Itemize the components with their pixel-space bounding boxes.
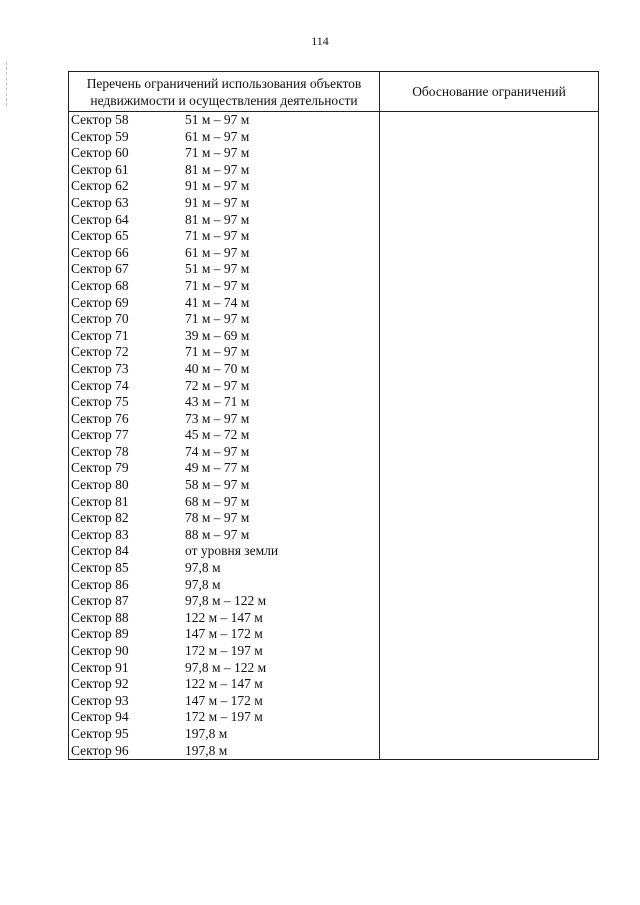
restriction-cell	[69, 593, 380, 610]
table-row	[69, 411, 599, 428]
table-row	[69, 527, 599, 544]
table-row	[69, 427, 599, 444]
restriction-cell	[69, 245, 380, 262]
justification-cell	[380, 494, 599, 511]
sector-height-range: 61 м – 97 м	[185, 244, 250, 260]
table-row	[69, 145, 599, 162]
sector-height-range: 97,8 м – 122 м	[185, 593, 267, 609]
sector-name: Сектор 70	[71, 311, 129, 327]
sector-height-range: 81 м – 97 м	[185, 161, 250, 177]
restriction-cell	[69, 543, 380, 560]
justification-cell	[380, 477, 599, 494]
restriction-cell	[69, 394, 380, 411]
sector-height-range: 49 м – 77 м	[185, 460, 250, 476]
table-row	[69, 726, 599, 743]
restriction-cell	[69, 228, 380, 245]
restriction-cell	[69, 344, 380, 361]
sector-name: Сектор 94	[71, 709, 129, 725]
sector-name: Сектор 76	[71, 410, 129, 426]
table-row	[69, 228, 599, 245]
table-row	[69, 344, 599, 361]
justification-cell	[380, 295, 599, 312]
header-line-1: Перечень ограничений использования объектов	[86, 75, 362, 91]
table-row	[69, 278, 599, 295]
restriction-cell	[69, 361, 380, 378]
sector-height-range: 88 м – 97 м	[185, 526, 250, 542]
justification-cell	[380, 709, 599, 726]
restriction-cell	[69, 494, 380, 511]
sector-height-range: 43 м – 71 м	[185, 394, 250, 410]
justification-cell	[380, 743, 599, 760]
table-row	[69, 709, 599, 726]
justification-cell	[380, 394, 599, 411]
table-row	[69, 610, 599, 627]
restriction-cell	[69, 643, 380, 660]
sector-name: Сектор 79	[71, 460, 129, 476]
sector-name: Сектор 91	[71, 659, 129, 675]
sector-height-range: 81 м – 97 м	[185, 211, 250, 227]
sector-name: Сектор 59	[71, 128, 129, 144]
justification-cell	[380, 560, 599, 577]
table-row	[69, 162, 599, 179]
restriction-cell	[69, 477, 380, 494]
justification-cell	[380, 311, 599, 328]
sector-height-range: 147 м – 172 м	[185, 626, 263, 642]
table-row	[69, 195, 599, 212]
restriction-cell	[69, 145, 380, 162]
sector-height-range: 197,8 м	[185, 725, 228, 741]
justification-cell	[380, 245, 599, 262]
sector-height-range: 78 м – 97 м	[185, 510, 250, 526]
sector-height-range: 71 м – 97 м	[185, 228, 250, 244]
justification-cell	[380, 162, 599, 179]
sector-name: Сектор 72	[71, 344, 129, 360]
sector-name: Сектор 93	[71, 692, 129, 708]
sector-name: Сектор 74	[71, 377, 129, 393]
sector-height-range: 72 м – 97 м	[185, 377, 250, 393]
justification-cell	[380, 328, 599, 345]
justification-cell	[380, 676, 599, 693]
justification-cell	[380, 626, 599, 643]
restriction-cell	[69, 527, 380, 544]
table-row	[69, 261, 599, 278]
restriction-cell	[69, 626, 380, 643]
table-header-row	[69, 72, 599, 112]
justification-cell	[380, 610, 599, 627]
sector-name: Сектор 58	[71, 112, 129, 127]
justification-cell	[380, 228, 599, 245]
table-row	[69, 444, 599, 461]
sector-name: Сектор 64	[71, 211, 129, 227]
table-row	[69, 311, 599, 328]
sector-height-range: 172 м – 197 м	[185, 709, 263, 725]
justification-cell	[380, 178, 599, 195]
sector-height-range: 97,8 м – 122 м	[185, 659, 267, 675]
sector-name: Сектор 66	[71, 244, 129, 260]
header-line-2: недвижимости и осуществления деятельности	[90, 92, 358, 108]
restriction-cell	[69, 577, 380, 594]
sector-height-range: 51 м – 97 м	[185, 261, 250, 277]
justification-cell	[380, 660, 599, 677]
table-row	[69, 328, 599, 345]
justification-cell	[380, 577, 599, 594]
sector-name: Сектор 77	[71, 427, 129, 443]
sector-name: Сектор 78	[71, 443, 129, 459]
restriction-cell	[69, 743, 380, 760]
table-row	[69, 245, 599, 262]
restriction-cell	[69, 328, 380, 345]
table-row	[69, 112, 599, 129]
restriction-cell	[69, 261, 380, 278]
justification-cell	[380, 593, 599, 610]
sector-height-range: 172 м – 197 м	[185, 643, 263, 658]
restriction-cell	[69, 212, 380, 229]
sector-height-range: 197,8 м	[185, 742, 228, 758]
justification-cell	[380, 411, 599, 428]
header-restrictions-list	[69, 72, 380, 112]
table-row	[69, 510, 599, 527]
table-row	[69, 178, 599, 195]
justification-cell	[380, 212, 599, 229]
sector-height-range: 73 м – 97 м	[185, 410, 250, 426]
sector-name: Сектор 90	[71, 643, 129, 658]
sector-name: Сектор 85	[71, 560, 129, 576]
sector-name: Сектор 65	[71, 228, 129, 244]
restriction-cell	[69, 278, 380, 295]
restriction-cell	[69, 660, 380, 677]
restriction-cell	[69, 709, 380, 726]
table-body	[69, 112, 599, 760]
table-row	[69, 593, 599, 610]
sector-height-range: 97,8 м	[185, 576, 221, 592]
restriction-cell	[69, 560, 380, 577]
restriction-cell	[69, 112, 380, 129]
page-number: 114	[311, 34, 329, 48]
justification-cell	[380, 427, 599, 444]
restriction-cell	[69, 444, 380, 461]
restriction-cell	[69, 510, 380, 527]
justification-cell	[380, 378, 599, 395]
sector-name: Сектор 63	[71, 194, 129, 210]
justification-cell	[380, 261, 599, 278]
sector-name: Сектор 60	[71, 145, 129, 161]
sector-name: Сектор 83	[71, 526, 129, 542]
sector-name: Сектор 86	[71, 576, 129, 592]
sector-name: Сектор 88	[71, 609, 129, 625]
table-row	[69, 693, 599, 710]
justification-cell	[380, 129, 599, 146]
restriction-cell	[69, 726, 380, 743]
justification-cell	[380, 195, 599, 212]
sector-name: Сектор 81	[71, 493, 129, 509]
restriction-cell	[69, 162, 380, 179]
sector-name: Сектор 73	[71, 360, 129, 376]
sector-name: Сектор 84	[71, 543, 129, 559]
table-row	[69, 129, 599, 146]
table-row	[69, 212, 599, 229]
sector-height-range: 68 м – 97 м	[185, 493, 250, 509]
table-row	[69, 378, 599, 395]
table-row	[69, 494, 599, 511]
sector-name: Сектор 82	[71, 510, 129, 526]
table-row	[69, 361, 599, 378]
restriction-cell	[69, 610, 380, 627]
justification-cell	[380, 460, 599, 477]
table-row	[69, 295, 599, 312]
sector-name: Сектор 69	[71, 294, 129, 310]
table-row	[69, 577, 599, 594]
sector-height-range: 45 м – 72 м	[185, 427, 250, 443]
table-row	[69, 477, 599, 494]
restrictions-table	[68, 71, 599, 760]
sector-height-range: 91 м – 97 м	[185, 178, 250, 194]
sector-height-range: 71 м – 97 м	[185, 344, 250, 360]
sector-name: Сектор 67	[71, 261, 129, 277]
sector-height-range: от уровня земли	[185, 543, 279, 559]
sector-height-range: 71 м – 97 м	[185, 145, 250, 161]
sector-height-range: 97,8 м	[185, 560, 221, 576]
restriction-cell	[69, 676, 380, 693]
sector-name: Сектор 62	[71, 178, 129, 194]
table-row	[69, 626, 599, 643]
sector-name: Сектор 87	[71, 593, 129, 609]
restriction-cell	[69, 295, 380, 312]
justification-cell	[380, 278, 599, 295]
table-row	[69, 643, 599, 660]
restriction-cell	[69, 411, 380, 428]
sector-name: Сектор 89	[71, 626, 129, 642]
table-row	[69, 460, 599, 477]
restriction-cell	[69, 378, 380, 395]
sector-height-range: 122 м – 147 м	[185, 609, 263, 625]
sector-height-range: 147 м – 172 м	[185, 692, 263, 708]
restriction-cell	[69, 427, 380, 444]
table-row	[69, 394, 599, 411]
restriction-cell	[69, 195, 380, 212]
sector-height-range: 39 м – 69 м	[185, 327, 250, 343]
header-justification: Обоснование ограничений	[380, 72, 599, 112]
table-row	[69, 660, 599, 677]
restriction-cell	[69, 129, 380, 146]
justification-cell	[380, 444, 599, 461]
justification-cell	[380, 527, 599, 544]
restriction-cell	[69, 693, 380, 710]
sector-height-range: 51 м – 97 м	[185, 112, 250, 127]
justification-cell	[380, 726, 599, 743]
sector-name: Сектор 75	[71, 394, 129, 410]
sector-height-range: 61 м – 97 м	[185, 128, 250, 144]
sector-height-range: 91 м – 97 м	[185, 194, 250, 210]
justification-cell	[380, 510, 599, 527]
sector-name: Сектор 71	[71, 327, 129, 343]
sector-height-range: 40 м – 70 м	[185, 360, 250, 376]
justification-cell	[380, 543, 599, 560]
table-row	[69, 743, 599, 760]
restriction-cell	[69, 311, 380, 328]
sector-name: Сектор 95	[71, 725, 129, 741]
justification-cell	[380, 643, 599, 660]
justification-cell	[380, 693, 599, 710]
justification-cell	[380, 112, 599, 129]
table-row	[69, 560, 599, 577]
sector-height-range: 71 м – 97 м	[185, 311, 250, 327]
sector-height-range: 122 м – 147 м	[185, 676, 263, 692]
justification-cell	[380, 344, 599, 361]
sector-name: Сектор 68	[71, 277, 129, 293]
sector-name: Сектор 96	[71, 742, 129, 758]
justification-cell	[380, 361, 599, 378]
table-row	[69, 543, 599, 560]
table-row	[69, 676, 599, 693]
sector-height-range: 41 м – 74 м	[185, 294, 250, 310]
sector-name: Сектор 61	[71, 161, 129, 177]
scan-artifact	[6, 62, 8, 106]
restriction-cell	[69, 460, 380, 477]
sector-name: Сектор 92	[71, 676, 129, 692]
sector-height-range: 74 м – 97 м	[185, 443, 250, 459]
sector-height-range: 58 м – 97 м	[185, 477, 250, 493]
justification-cell	[380, 145, 599, 162]
sector-height-range: 71 м – 97 м	[185, 277, 250, 293]
restriction-cell	[69, 178, 380, 195]
sector-name: Сектор 80	[71, 477, 129, 493]
